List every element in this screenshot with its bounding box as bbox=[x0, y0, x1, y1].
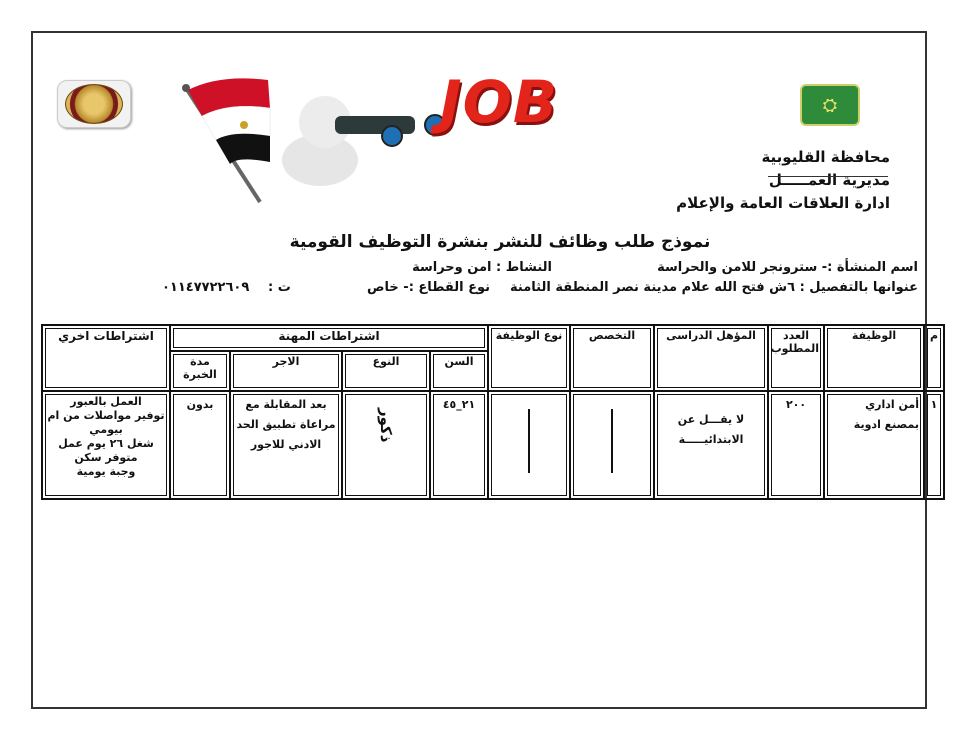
table-row bbox=[42, 391, 944, 499]
col-specialty-header: التخصص bbox=[570, 325, 654, 391]
binoculars-icon bbox=[335, 116, 415, 134]
row-experience: بدون bbox=[170, 391, 230, 499]
empty-line-mark bbox=[528, 409, 530, 473]
col-qualification-header: المؤهل الدراسى bbox=[654, 325, 768, 391]
banner-illustration bbox=[180, 70, 450, 210]
other-condition-item: العمل بالعبور bbox=[70, 395, 142, 408]
col-job-header: الوظيفة bbox=[824, 325, 924, 391]
phone-label: ت : bbox=[268, 280, 291, 295]
row-specialty bbox=[570, 391, 654, 499]
col-experience-header: مدة الخبرة bbox=[170, 351, 230, 391]
col-gender-header: النوع bbox=[342, 351, 430, 391]
row-index: ١ bbox=[924, 391, 944, 499]
establishment-sector: نوع القطاع :- خاص bbox=[367, 280, 490, 295]
establishment-address: عنوانها بالتفصيل : ٦ش فتح الله علام مدينة نصر المنطقة الثامنة bbox=[510, 280, 918, 295]
establishment-activity: النشاط : امن وحراسة bbox=[412, 260, 552, 275]
row-job: أمن اداري بمصنع ادوية bbox=[824, 391, 924, 499]
other-condition-item: شغل ٢٦ يوم عمل bbox=[58, 437, 154, 450]
col-other-conditions-header: اشتراطات اخري bbox=[42, 325, 170, 391]
row-job-type bbox=[488, 391, 570, 499]
col-count-header: العدد المطلوب bbox=[768, 325, 824, 391]
other-condition-item: متوفر سكن bbox=[74, 451, 138, 464]
col-job-type-header: نوع الوظيفة bbox=[488, 325, 570, 391]
eagle-seal-icon bbox=[65, 84, 123, 124]
row-gender bbox=[342, 391, 430, 499]
other-condition-item: وجبة يومية bbox=[76, 465, 136, 478]
col-index-header: م bbox=[924, 325, 944, 391]
row-other-conditions bbox=[42, 391, 170, 499]
empty-line-mark bbox=[611, 409, 613, 473]
col-wage-header: الاجر bbox=[230, 351, 342, 391]
department-label: ادارة العلاقات العامة والإعلام bbox=[676, 194, 890, 212]
header-divider bbox=[768, 176, 888, 177]
row-qualification: لا يقـــل عن الابتدائيـــــة bbox=[654, 391, 768, 499]
emblem-glyph-icon: ⛭ bbox=[822, 94, 838, 116]
directorate-label: مديرية العمـــــل bbox=[768, 171, 890, 189]
egypt-emblem-logo bbox=[57, 80, 131, 128]
job-banner-word: JOB bbox=[440, 68, 559, 136]
col-age-header: السن bbox=[430, 351, 488, 391]
governorate-label: محافظة القليوبية bbox=[761, 148, 890, 166]
row-age: ٢١_٤٥ bbox=[430, 391, 488, 499]
binocular-lens-left bbox=[382, 126, 402, 146]
col-profession-conditions-header: اشتراطات المهنة bbox=[170, 325, 488, 351]
page-title: نموذج طلب وظائف للنشر بنشرة التوظيف القومية bbox=[289, 232, 711, 252]
header-org-block bbox=[676, 146, 890, 215]
row-count: ٢٠٠ bbox=[768, 391, 824, 499]
establishment-name: اسم المنشأة :- سترونجر للامن والحراسة bbox=[657, 260, 918, 275]
row-wage: بعد المقابلة مع مراعاة تطبيق الحد الادني للاجور bbox=[230, 391, 342, 499]
row-gender-text: ذكور bbox=[377, 408, 396, 443]
table-header-row bbox=[42, 325, 944, 351]
flag-eagle-icon bbox=[240, 121, 248, 129]
phone-number: ٠١١٤٧٧٢٢٦٠٩ bbox=[162, 280, 250, 295]
jobs-table bbox=[41, 324, 945, 500]
other-condition-item: توفير مواصلات من ام بيومي bbox=[47, 409, 165, 436]
flag-black-stripe bbox=[216, 134, 270, 164]
qalyubia-emblem-logo bbox=[800, 84, 860, 126]
